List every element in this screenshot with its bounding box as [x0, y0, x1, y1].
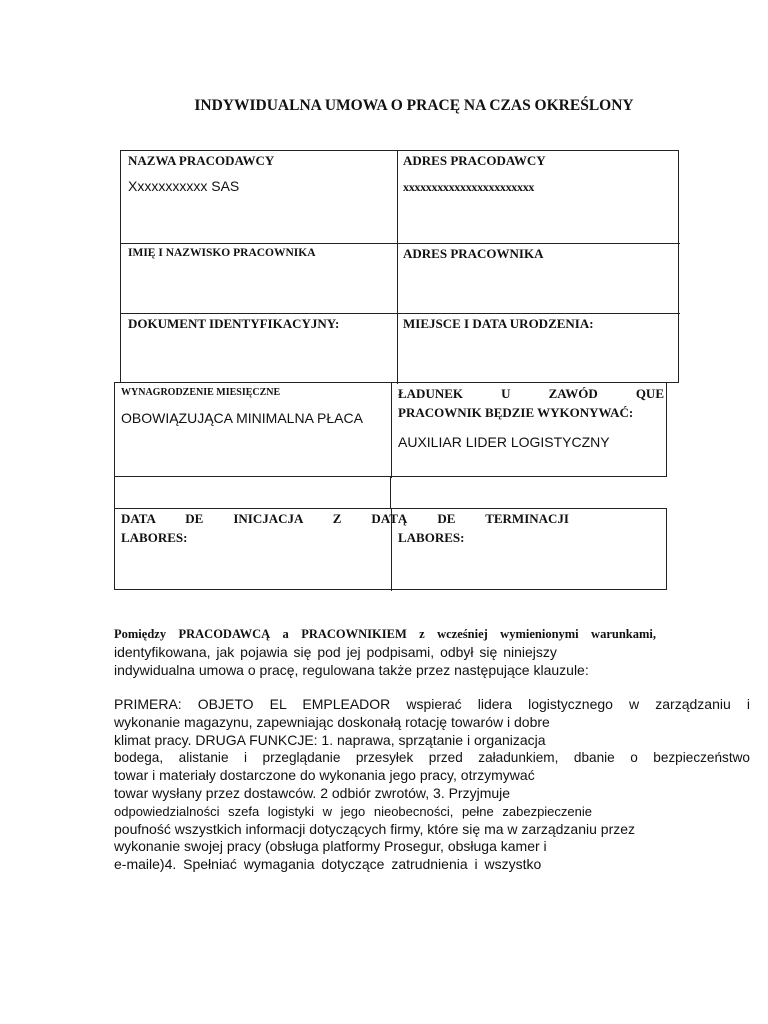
employee-name-label: IMIĘ I NAZWISKO PRACOWNIKA — [128, 247, 316, 259]
employer-address-label: ADRES PRACODAWCY — [403, 153, 546, 168]
divider-vertical — [391, 383, 392, 478]
intro-line: indywidualna umowa o pracę, regulowana także przez następujące klauzule: — [114, 661, 589, 678]
clause-line: klimat pracy. DRUGA FUNKCJE: 1. naprawa, sprzątanie i organizacja — [114, 731, 546, 748]
employer-name-label: NAZWA PRACODAWCY — [128, 153, 275, 168]
id-document-label: DOKUMENT IDENTYFIKACYJNY: — [128, 316, 340, 331]
end-label-cell — [398, 528, 598, 547]
clause-line: PRIMERA: OBJETO EL EMPLEADOR wspierać lidera logistycznego w zarządzaniu i — [114, 696, 750, 712]
employee-address-label: ADRES PRACOWNIKA — [403, 246, 544, 261]
birth-label: MIEJSCE I DATA URODZENIA: — [403, 316, 594, 331]
clause-line: towar i materiały dostarczone do wykonania jego pracy, otrzymywać — [114, 767, 535, 784]
employer-address-cell — [403, 151, 673, 195]
employee-address-cell — [403, 244, 673, 263]
id-document-cell — [128, 314, 393, 333]
start-label-line1: DATA DE INICJACJA Z DATĄ DE TERMINACJI — [121, 511, 569, 526]
upper-table — [120, 150, 679, 383]
job-value: AUXILIAR LIDER LOGISTYCZNY — [398, 434, 610, 450]
intro-line: identyfikowana, jak pojawia się pod jej podpisami, odbył się niniejszy — [114, 643, 557, 660]
salary-table — [114, 382, 667, 477]
dates-table — [114, 508, 667, 590]
job-cell — [398, 383, 664, 450]
clause-line: bodega, alistanie i przeglądanie przesyłek przed załadunkiem, dbanie o bezpieczeństwo — [114, 750, 750, 766]
employer-name-value: Xxxxxxxxxxx SAS — [128, 178, 240, 194]
clauses-paragraph — [114, 696, 750, 874]
job-label-line2: PRACOWNIK BĘDZIE WYKONYWAĆ: — [398, 405, 634, 420]
clause-line: odpowiedzialności szefa logistyki w jego nieobecności, pełne zabezpieczenie — [114, 803, 592, 819]
clause-line: towar wysłany przez dostawców. 2 odbiór zwrotów, 3. Przyjmuje — [114, 784, 511, 801]
employer-address-value: xxxxxxxxxxxxxxxxxxxxxxx — [403, 180, 535, 194]
clause-line: wykonanie magazynu, zapewniając doskonałą rotację towarów i dobre — [114, 713, 550, 730]
birth-cell — [403, 314, 673, 333]
clause-line: e-maile)4. Spełniać wymagania dotyczące zatrudnienia i wszystko — [114, 856, 542, 873]
divider-vertical — [397, 151, 398, 384]
spacer-row-left-border — [114, 476, 115, 509]
job-label-line1: ŁADUNEK U ZAWÓD QUE — [398, 386, 664, 401]
intro-paragraph — [114, 626, 656, 679]
clause-line: wykonanie swojej pracy (obsługa platformy Prosegur, obsługa kamer i — [114, 838, 547, 855]
start-label-line2: LABORES: — [121, 530, 188, 545]
salary-value: OBOWIĄZUJĄCA MINIMALNA PŁACA — [121, 410, 363, 426]
employee-name-cell — [128, 244, 393, 263]
employer-name-cell — [128, 151, 393, 194]
spacer-row-mid-border — [390, 476, 391, 509]
salary-cell — [121, 383, 387, 426]
clause-line: poufność wszystkich informacji dotyczących firmy, które się ma w zarządzaniu przez — [114, 820, 636, 837]
end-label: LABORES: — [398, 530, 465, 545]
document-title: INDYWIDUALNA UMOWA O PRACĘ NA CZAS OKREŚLONY — [194, 97, 634, 114]
intro-bold-line: Pomiędzy PRACODAWCĄ a PRACOWNIKIEM z wcześniej wymienionymi warunkami, — [114, 627, 656, 641]
salary-label: WYNAGRODZENIE MIESIĘCZNE — [121, 387, 281, 398]
